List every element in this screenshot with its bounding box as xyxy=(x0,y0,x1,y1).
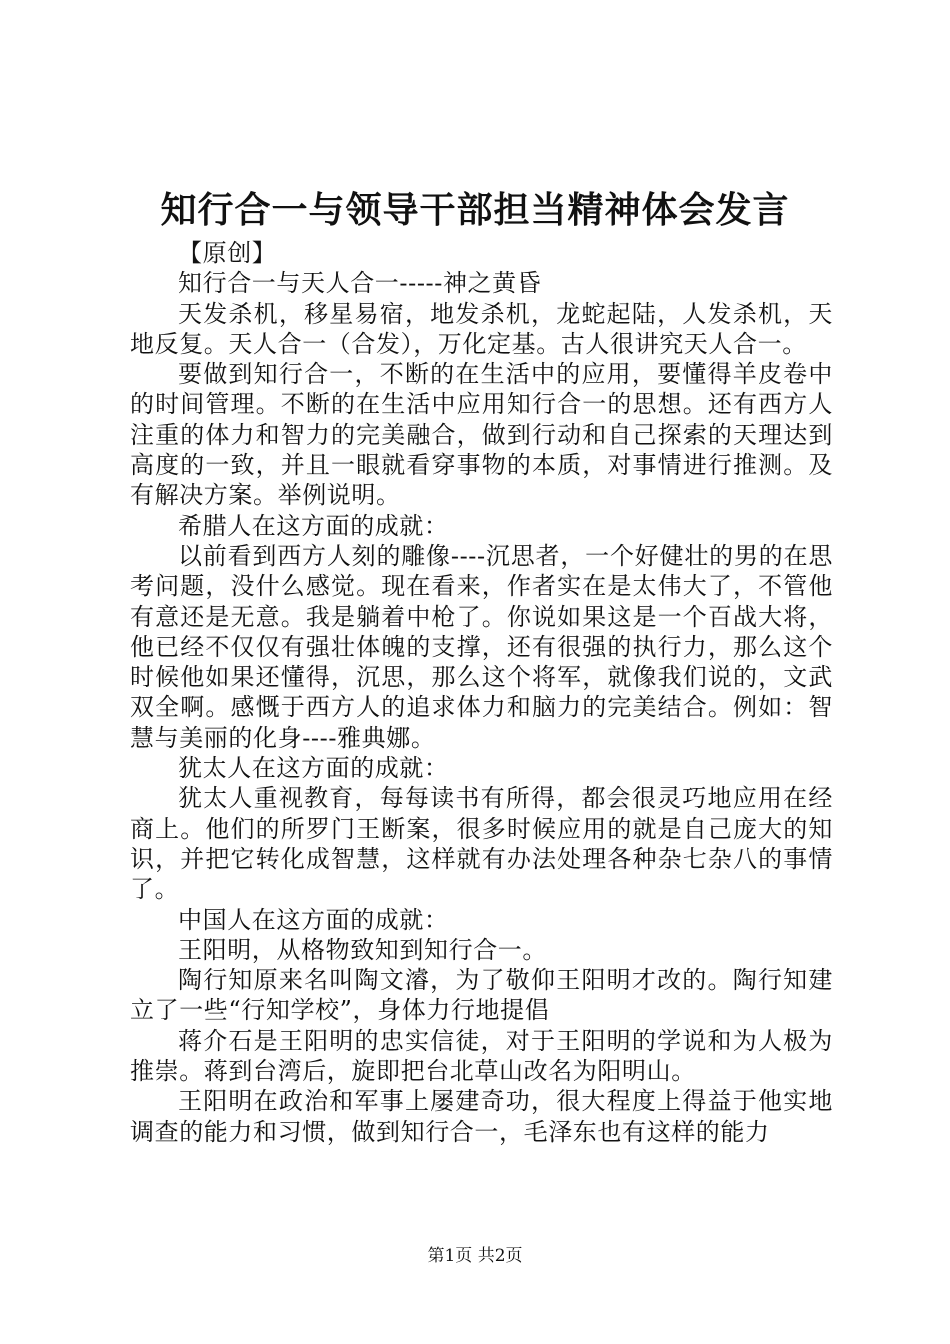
paragraph: 中国人在这方面的成就： xyxy=(178,905,449,934)
page-footer: 第1页 共2页 xyxy=(427,1246,523,1266)
paragraph: 王阳明，从格物致知到知行合一。 xyxy=(178,935,547,964)
paragraph: 希腊人在这方面的成就： xyxy=(178,511,449,540)
paragraph: 要做到知行合一，不断的在生活中的应用，要懂得羊皮卷中的时间管理。不断的在生活中应用知行合一的思想。还有西方人注重的体力和智力的完美融合，做到行动和自己探索的天理达到高度的一致，并且一眼就看穿事物的本质，对事情进行推测。及有解决方案。举例说明。 xyxy=(130,360,833,510)
paragraph: 王阳明在政治和军事上屡建奇功，很大程度上得益于他实地调查的能力和习惯，做到知行合一，毛泽东也有这样的能力 xyxy=(130,1087,833,1146)
paragraph: 蒋介石是王阳明的忠实信徒，对于王阳明的学说和为人极为推崇。蒋到台湾后，旋即把台北草山改名为阳明山。 xyxy=(130,1026,833,1086)
paragraph: 犹太人重视教育，每每读书有所得，都会很灵巧地应用在经商上。他们的所罗门王断案，很多时候应用的就是自己庞大的知识，并把它转化成智慧，这样就有办法处理各种杂七杂八的事情了。 xyxy=(130,784,833,904)
document-body xyxy=(130,238,833,1147)
paragraph: 天发杀机，移星易宿，地发杀机，龙蛇起陆，人发杀机，天地反复。天人合一（合发），万化定基。古人很讲究天人合一。 xyxy=(130,299,833,358)
paragraph: 陶行知原来名叫陶文濬，为了敬仰王阳明才改的。陶行知建立了一些“行知学校”，身体力行地提倡 xyxy=(130,966,833,1025)
paragraph: 【原创】 xyxy=(178,239,277,267)
paragraph: 以前看到西方人刻的雕像----沉思者，一个好健壮的男的在思考问题，没什么感觉。现在看来，作者实在是太伟大了，不管他有意还是无意。我是躺着中枪了。你说如果这是一个百战大将，他已经不仅仅有强壮体魄的支撑，还有很强的执行力，那么这个时候他如果还懂得，沉思，那么这个将军，就像我们说的，文武双全啊。感慨于西方人的追求体力和脑力的完美结合。例如：智慧与美丽的化身----雅典娜。 xyxy=(130,541,833,752)
paragraph: 犹太人在这方面的成就： xyxy=(178,754,449,783)
paragraph: 知行合一与天人合一-----神之黄昏 xyxy=(178,269,542,298)
document-title: 知行合一与领导干部担当精神体会发言 xyxy=(160,189,790,231)
